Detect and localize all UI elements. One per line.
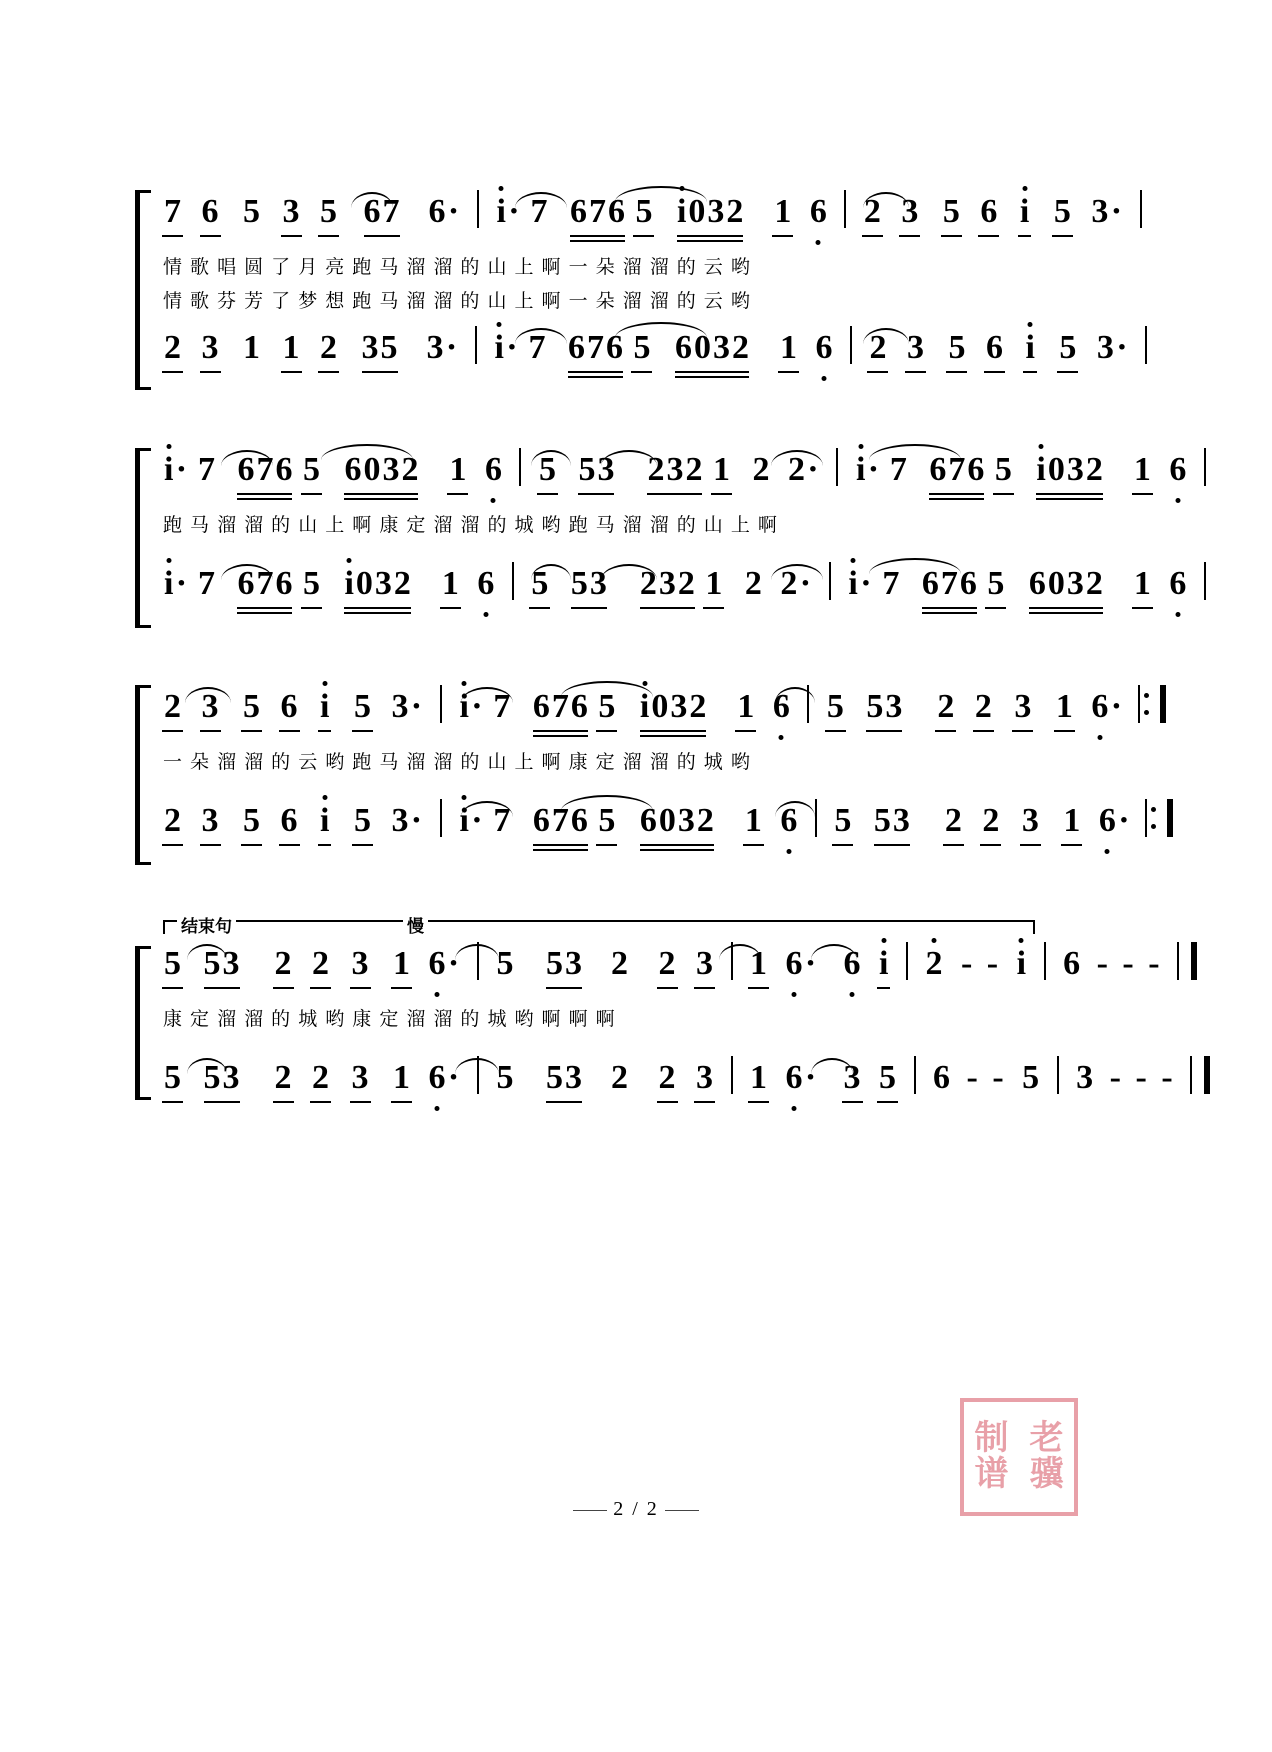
staff-voice-bottom bbox=[163, 326, 1135, 388]
page-number-text: 2 / 2 bbox=[613, 1498, 659, 1520]
system-4 bbox=[135, 917, 1173, 1100]
page-number-rule-right bbox=[665, 1510, 699, 1511]
slur bbox=[561, 795, 653, 811]
seal-char-2: 老 bbox=[1029, 1418, 1064, 1459]
system-brace bbox=[135, 685, 151, 865]
lyrics-line-1: 跑 马 溜 溜 的 山 上 啊 康 定 溜 溜 的 城 哟 跑 马 溜 溜 的 山 上 啊 bbox=[163, 514, 778, 536]
tempo-label-slow: 慢 bbox=[403, 912, 428, 937]
slur bbox=[615, 322, 707, 338]
slur bbox=[869, 444, 961, 460]
lyrics-line-1: 康 定 溜 溜 的 城 哟 康 定 溜 溜 的 城 哟 啊 啊 啊 bbox=[163, 1008, 616, 1030]
system-1 bbox=[135, 190, 1135, 390]
notes-row: 2 3 5 6 i 5 3· i· 7 676 5 i032 1 6 5 53 2 2 3 1 6· bbox=[163, 685, 1166, 726]
notes-row: i· 7 676 5 6032 1 6 5 53 232 1 2 2· i· 7 676 5 i032 1 6 bbox=[163, 448, 1214, 489]
system-brace bbox=[135, 190, 151, 390]
slur bbox=[321, 444, 413, 460]
notes-row: 5 53 2 2 3 1 6· 5 53 2 2 3 1 6· 6 i 2 - - i 6 - - - bbox=[163, 942, 1197, 983]
final-barline bbox=[1177, 942, 1197, 980]
staff-voice-bottom bbox=[163, 799, 1135, 861]
staff-voice-top bbox=[163, 685, 1135, 747]
system-2 bbox=[135, 448, 1187, 628]
notes-row: 2 3 5 6 i 5 3· i· 7 676 5 6032 1 6 5 53 2 2 3 1 6· bbox=[163, 799, 1173, 840]
notes-row: 5 53 2 2 3 1 6· 5 53 2 2 3 1 6· 3 5 6 - - 5 3 - - - bbox=[163, 1056, 1210, 1097]
seal-char-3: 谱 bbox=[974, 1454, 1009, 1494]
lyrics-line-1: 一 朵 溜 溜 的 云 哟 跑 马 溜 溜 的 山 上 啊 康 定 溜 溜 的 城 哟 bbox=[163, 751, 751, 773]
system-brace bbox=[135, 946, 151, 1100]
staff-voice-bottom bbox=[163, 562, 1187, 624]
staff-voice-bottom bbox=[163, 1056, 1173, 1118]
page-number-rule-left bbox=[573, 1510, 607, 1511]
staff-voice-top bbox=[163, 942, 1160, 1004]
repeat-barline bbox=[1145, 799, 1173, 837]
lyrics-line-2: 情 歌 芬 芳 了 梦 想 跑 马 溜 溜 的 山 上 啊 一 朵 溜 溜 的 云 哟 bbox=[163, 290, 751, 312]
staff-voice-top bbox=[163, 448, 1187, 510]
notes-row: 2 3 1 1 2 35 3· i· 7 676 5 6032 1 6 2 3 5 6 i 5 3· bbox=[163, 326, 1155, 367]
staff-voice-top bbox=[163, 190, 1135, 252]
notes-row: 7 6 5 3 5 67 6· i· 7 676 5 i032 1 6 2 3 5 6 i 5 3· bbox=[163, 190, 1150, 231]
seal-char-4: 骥 bbox=[1029, 1454, 1064, 1494]
final-barline bbox=[1190, 1056, 1210, 1094]
seal-char-1: 制 bbox=[974, 1418, 1009, 1459]
publisher-seal bbox=[960, 1398, 1078, 1516]
slur bbox=[615, 186, 707, 202]
section-bracket bbox=[163, 920, 1035, 934]
lyrics-line-1: 情 歌 唱 圆 了 月 亮 跑 马 溜 溜 的 山 上 啊 一 朵 溜 溜 的 云 哟 bbox=[163, 256, 751, 278]
page-number bbox=[0, 1498, 1272, 1521]
notes-row: i· 7 676 5 i032 1 6 5 53 232 1 2 2· i· 7 676 5 6032 1 6 bbox=[163, 562, 1214, 603]
repeat-barline bbox=[1138, 685, 1166, 723]
section-label-ending: 结束句 bbox=[177, 912, 236, 937]
slur bbox=[869, 558, 961, 574]
slur bbox=[561, 681, 653, 697]
system-brace bbox=[135, 448, 151, 628]
system-3 bbox=[135, 685, 1135, 865]
